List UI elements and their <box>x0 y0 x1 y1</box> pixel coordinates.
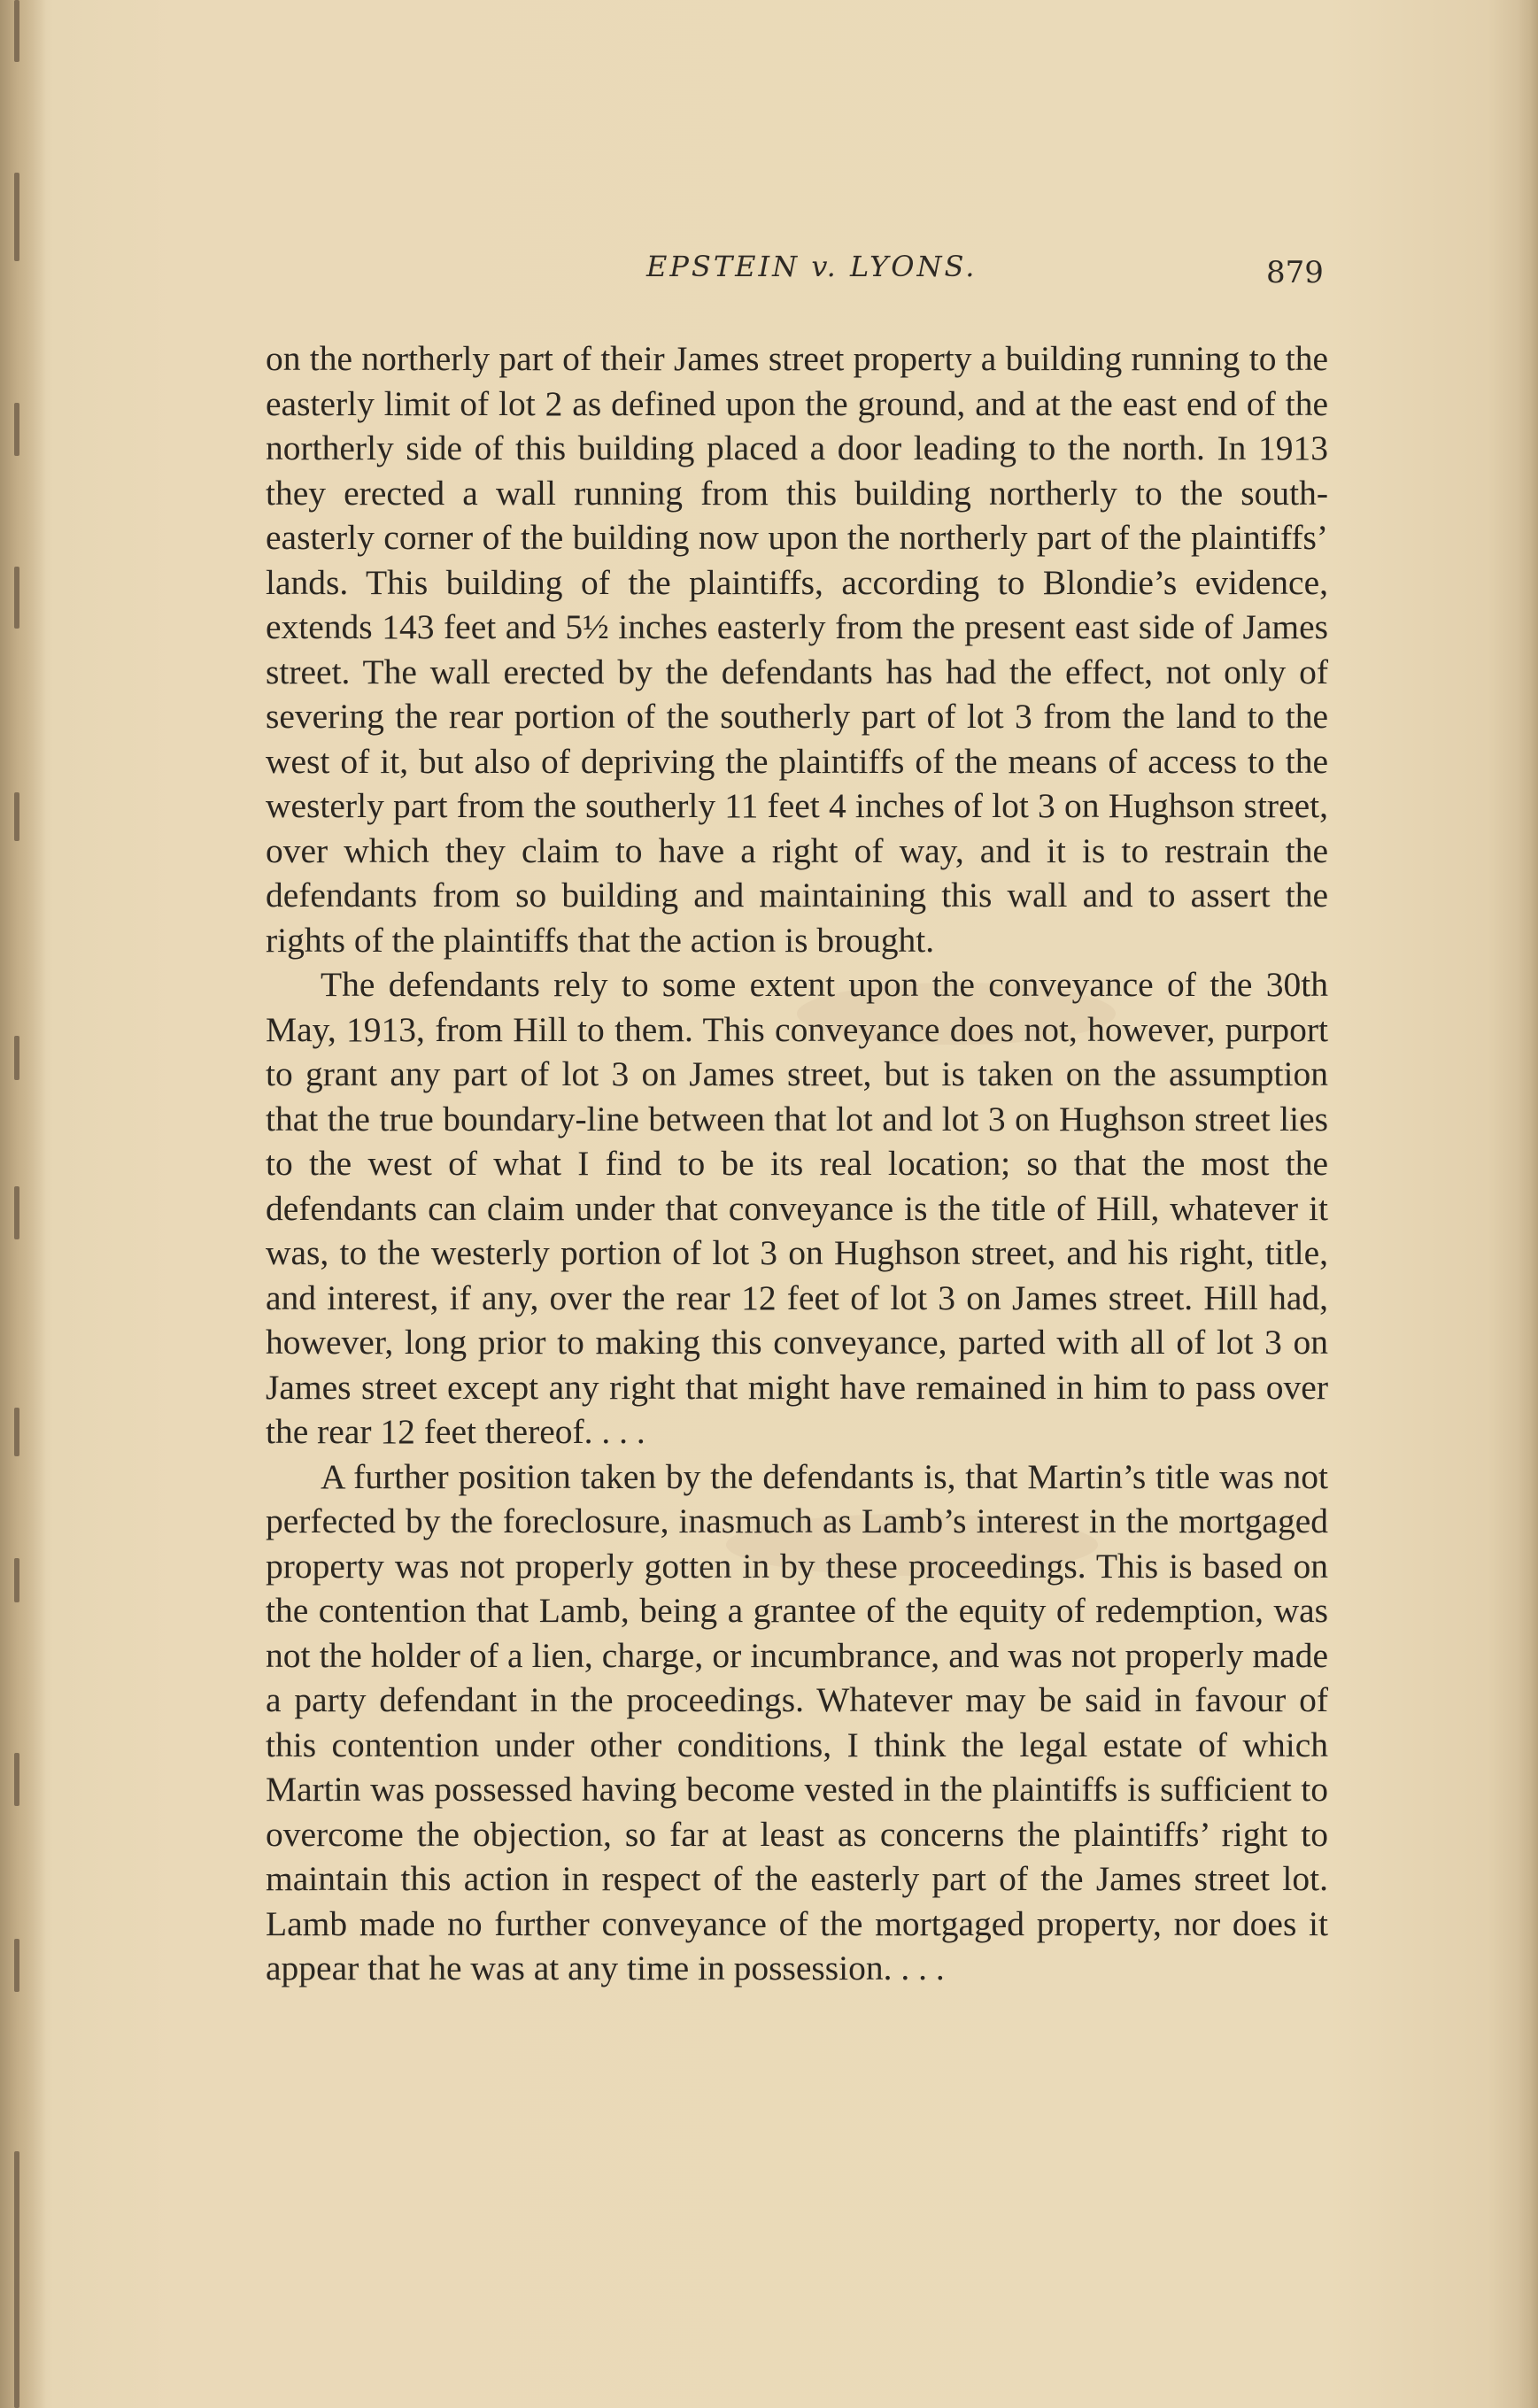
body-text <box>266 336 1328 1991</box>
binding-stitch <box>14 1939 19 1992</box>
binding-stitch <box>14 1558 19 1602</box>
book-spine-shadow <box>0 0 46 2408</box>
binding-stitch <box>14 0 19 62</box>
binding-stitch <box>14 1408 19 1456</box>
binding-stitch <box>14 1036 19 1080</box>
binding-stitch <box>14 1186 19 1239</box>
binding-stitch <box>14 792 19 841</box>
paragraph: on the northerly part of their James street property a building running to the easterly limit of lot 2 as defined upon the ground, and at the east end of the northerly side of this building placed a door leading to the north. In 1913 they erected a wall running from this building northerly to the south-easterly corner of the building now upon the northerly part of the plaintiffs’ lands. This building of the plaintiffs, according to Blondie’s evidence, extends 143 feet and 5½ inches easterly from the present east side of James street. The wall erected by the defendants has had the effect, not only of severing the rear portion of the southerly part of lot 3 from the land to the west of it, but also of depriving the plaintiffs of the means of access to the westerly part from the southerly 11 feet 4 inches of lot 3 on Hughson street, over which they claim to have a right of way, and it is to restrain the defendants from so building and maintaining this wall and to assert the rights of the plaintiffs that the action is brought. <box>266 339 1328 960</box>
page-number: 879 <box>1266 255 1324 290</box>
binding-stitch <box>14 403 19 456</box>
page-header <box>266 246 1328 299</box>
binding-stitch <box>14 567 19 629</box>
binding-stitch <box>14 1753 19 1806</box>
binding-stitch <box>14 2151 19 2408</box>
running-head: EPSTEIN v. LYONS. <box>646 250 978 283</box>
paragraph: A further position taken by the defendants is, that Martin’s title was not perfected by the foreclosure, inasmuch as Lamb’s interest in the mortgaged property was not properly gotten in by these proceedings. This is based on the contention that Lamb, being a grantee of the equity of redemption, was not the holder of a lien, charge, or incumbrance, and was not properly made a party defendant in the proceedings. Whatever may be said in favour of this contention under other conditions, I think the legal estate of which Martin was possessed having become vested in the plaintiffs is sufficient to overcome the objection, so far at least as concerns the plaintiffs’ right to maintain this action in respect of the easterly part of the James street lot. Lamb made no further conveyance of the mortgaged property, nor does it appear that he was at any time in possession. . . . <box>266 1456 1328 1987</box>
binding-stitch <box>14 173 19 261</box>
page-right-edge <box>1519 0 1538 2408</box>
paragraph: The defendants rely to some extent upon the conveyance of the 30th May, 1913, from Hill to them. This conveyance does not, however, purport to grant any part of lot 3 on James street, but is taken on the assumption that the true boundary-line between that lot and lot 3 on Hughson street lies to the west of what I find to be its real location; so that the most the defendants can claim under that conveyance is the title of Hill, whatever it was, to the westerly portion of lot 3 on Hughson street, and his right, title, and interest, if any, over the rear 12 feet of lot 3 on James street. Hill had, however, long prior to making this conveyance, parted with all of lot 3 on James street except any right that might have remained in him to pass over the rear 12 feet thereof. . . . <box>266 965 1328 1451</box>
